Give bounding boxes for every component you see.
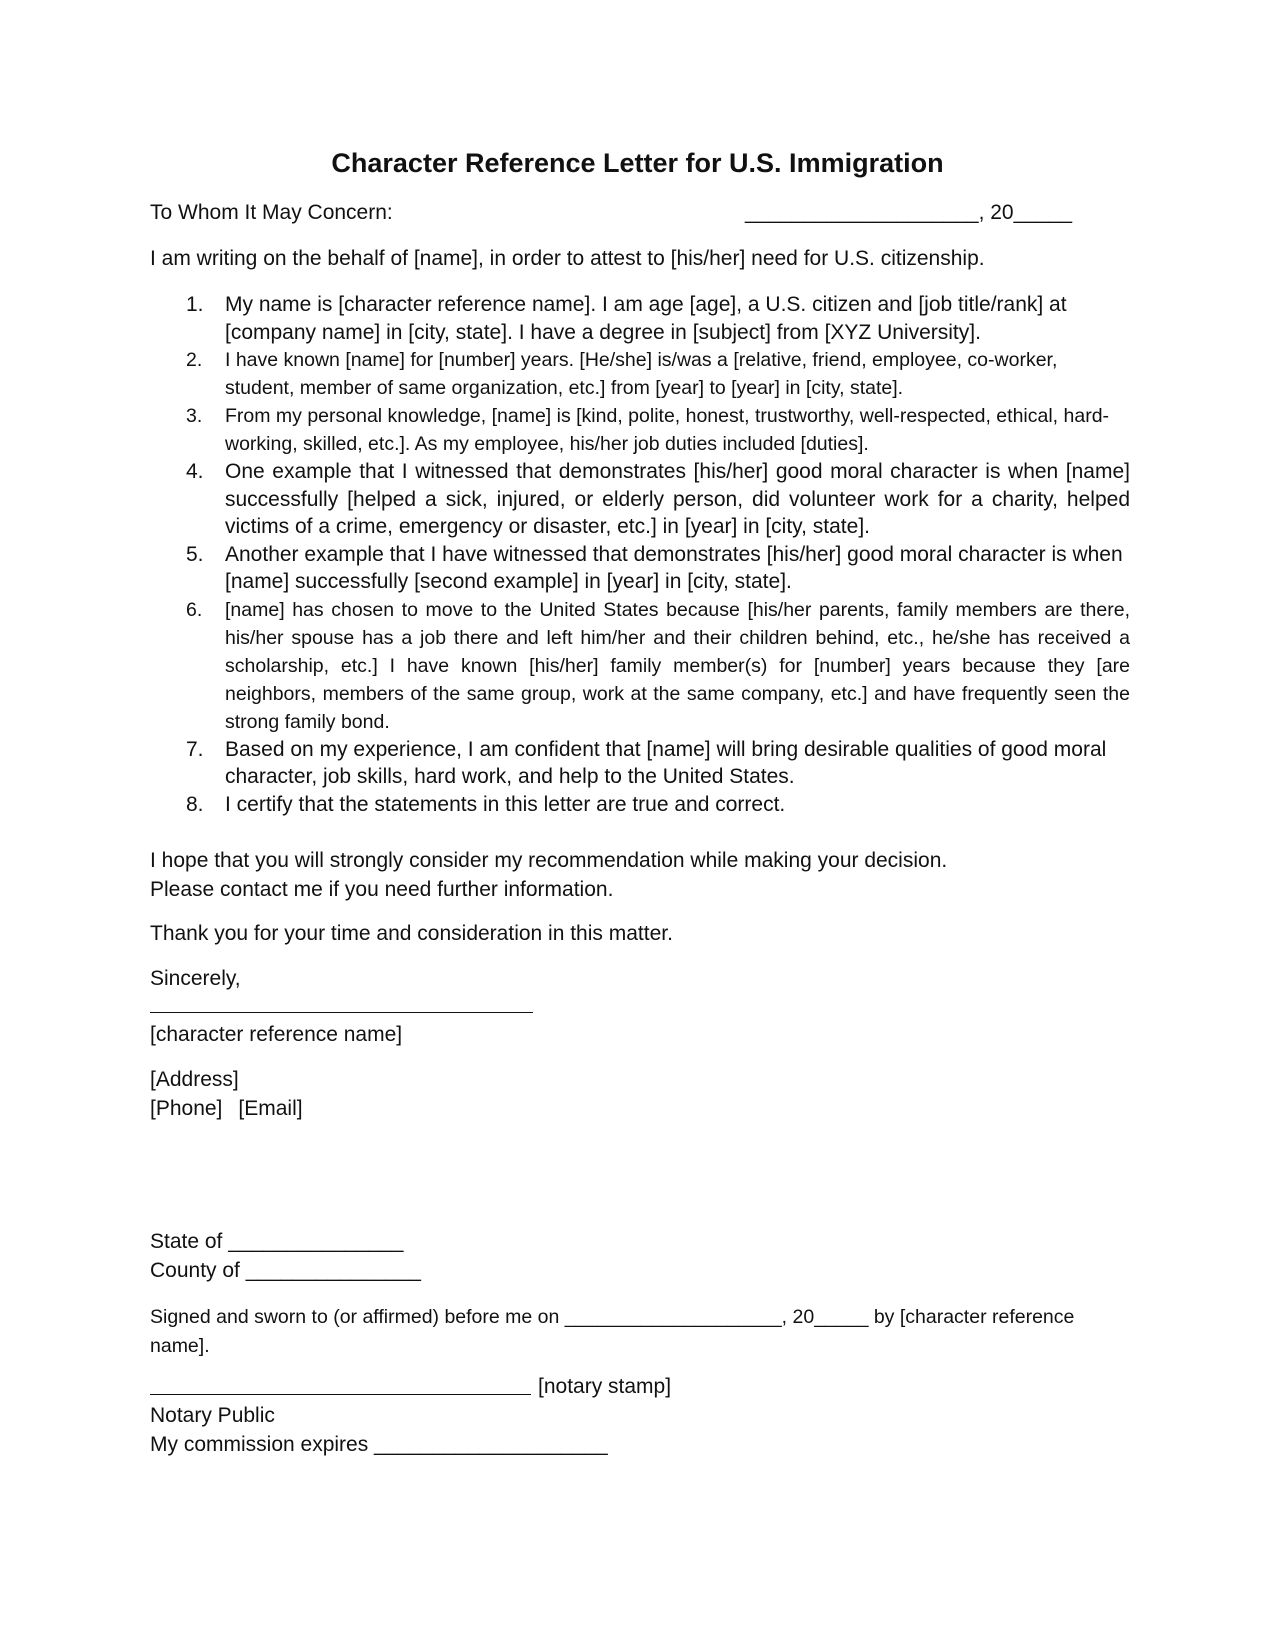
closing-line-1: I hope that you will strongly consider my recommendation while making your decision. xyxy=(150,849,948,872)
list-text: From my personal knowledge, [name] is [kind, polite, honest, trustworthy, well-respected, ethical, hard-working, skilled, etc.]. As my employee, his/her job duties included [duties]. xyxy=(225,405,1110,455)
state-of-line: State of _______________ xyxy=(150,1230,404,1253)
county-of-line: County of _______________ xyxy=(150,1259,421,1282)
list-item xyxy=(150,596,1130,736)
closing-line-2: Please contact me if you need further information. xyxy=(150,878,614,901)
list-number: 6. xyxy=(186,598,203,621)
list-item xyxy=(150,346,1130,402)
contact-line xyxy=(150,1097,303,1121)
list-text: [name] has chosen to move to the United States because [his/her parents, family members are there, his/her spouse has a job there and left him/her and their children behind, etc., he/she has received a scholarship, etc.] I have known [his/her] family member(s) for [number] years because they [are neighbors, members of the same group, work at the same company, etc.] and have frequently seen the strong family bond. xyxy=(225,598,1130,733)
notary-signature-line xyxy=(150,1394,531,1395)
list-number: 3. xyxy=(186,405,203,427)
salutation: To Whom It May Concern: xyxy=(150,201,393,224)
thanks-line: Thank you for your time and consideration in this matter. xyxy=(150,922,673,945)
list-text: My name is [character reference name]. I am age [age], a U.S. citizen and [job title/rank] at [company name] in [city, state]. I have a degree in [subject] from [XYZ University]. xyxy=(225,293,1067,344)
list-text: Based on my experience, I am confident that [name] will bring desirable qualities of good moral character, job skills, hard work, and help to the United States. xyxy=(225,737,1107,788)
statement-list xyxy=(150,291,1130,818)
notary-public-label: Notary Public xyxy=(150,1404,275,1427)
list-text: Another example that I have witnessed that demonstrates [his/her] good moral character is when [name] successfully [second example] in [year] in [city, state]. xyxy=(225,542,1123,593)
list-item xyxy=(150,402,1130,458)
date-line: ____________________, 20_____ xyxy=(745,201,1073,224)
list-text: I certify that the statements in this letter are true and correct. xyxy=(225,792,786,816)
list-item xyxy=(150,791,1130,819)
notary-stamp-label: [notary stamp] xyxy=(538,1375,672,1398)
closing-paragraph xyxy=(150,846,1150,904)
signer-name: [character reference name] xyxy=(150,1023,403,1046)
list-number: 2. xyxy=(186,349,203,371)
list-number: 5. xyxy=(186,542,204,566)
closing-salutation: Sincerely, xyxy=(150,967,241,990)
intro-paragraph: I am writing on the behalf of [name], in order to attest to [his/her] need for U.S. citizenship. xyxy=(150,247,985,270)
list-item xyxy=(150,736,1130,791)
list-text: I have known [name] for [number] years. [He/she] is/was a [relative, friend, employee, co-worker, student, member of same organization, etc.] from [year] to [year] in [city, state]. xyxy=(225,349,1058,399)
list-item xyxy=(150,541,1130,596)
signer-phone: [Phone] xyxy=(150,1097,223,1120)
list-number: 1. xyxy=(186,293,204,316)
signature-line xyxy=(150,1012,533,1013)
list-number: 4. xyxy=(186,460,204,483)
list-item xyxy=(150,458,1130,541)
list-number: 7. xyxy=(186,737,204,761)
commission-expires-line: My commission expires ____________________ xyxy=(150,1433,608,1456)
sworn-statement: Signed and sworn to (or affirmed) before me on ____________________, 20_____ by [character reference name]. xyxy=(150,1306,1075,1357)
document-title: Character Reference Letter for U.S. Immigration xyxy=(331,148,944,178)
list-number: 8. xyxy=(186,792,204,816)
signer-email: [Email] xyxy=(238,1097,303,1120)
signer-address: [Address] xyxy=(150,1068,239,1091)
list-text: One example that I witnessed that demonstrates [his/her] good moral character is when [name] successfully [helped a sick, injured, or elderly person, did volunteer work for a charity, helped victims of a crime, emergency or disaster, etc.] in [year] in [city, state]. xyxy=(225,460,1130,538)
list-item xyxy=(150,291,1130,346)
